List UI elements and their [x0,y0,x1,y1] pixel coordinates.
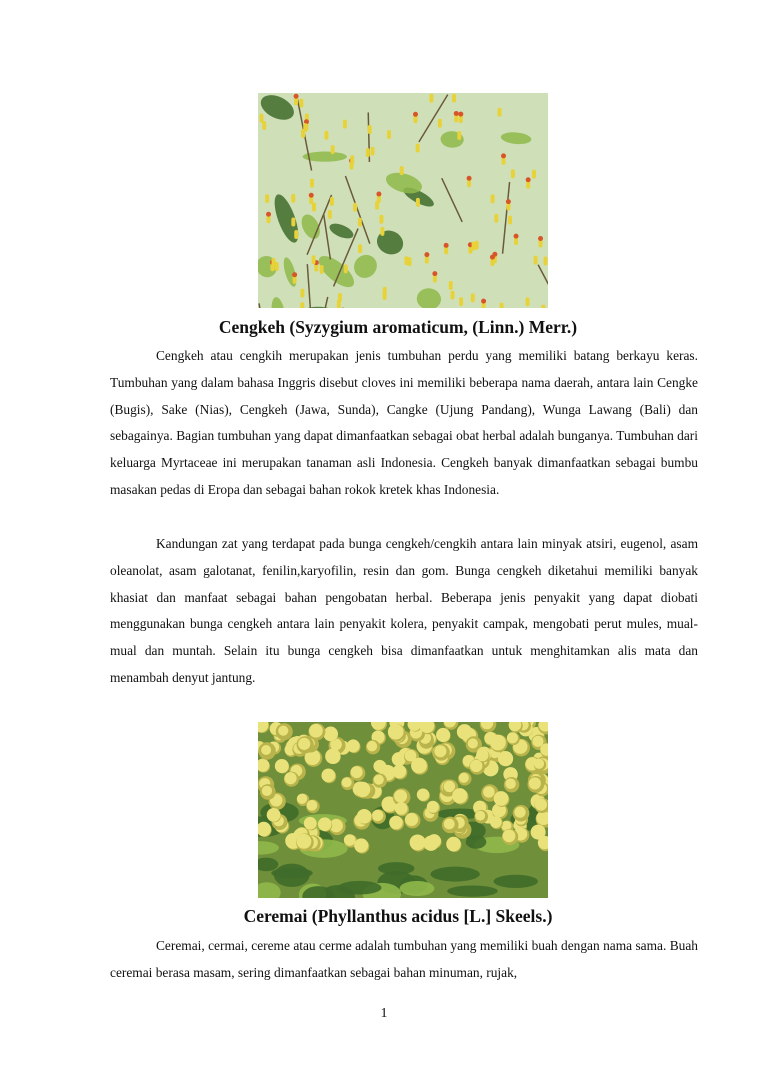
star-gooseberry-illustration [258,722,548,898]
fruit [275,759,289,773]
fruit [267,808,281,822]
fruit [395,802,408,815]
clove-bud [350,155,354,164]
clove-bud [452,94,456,103]
fruit [535,799,547,811]
fruit [392,765,406,779]
clove-bud [379,215,383,224]
clove-bud [312,255,316,264]
clove-bud [343,120,347,129]
clove-bud [291,218,295,227]
clove-bud [387,130,391,139]
clove-bud [328,210,332,219]
fruit [354,838,368,852]
fruit [475,811,485,821]
fruit [304,817,317,830]
fruit [284,772,296,784]
clove-bud [300,289,304,298]
star-gooseberry-photo [258,722,548,898]
fruit [318,817,332,831]
clove-bud-tip [376,192,381,197]
fruit [505,778,516,789]
clove-bud-tip [266,212,271,217]
fruit [476,749,488,761]
fruit [507,732,518,743]
fruit [452,788,467,803]
fruit [444,781,455,792]
clove-bud [429,94,433,103]
fruit [309,724,323,738]
clove-bud [457,131,461,140]
clove-bud [416,198,420,207]
clove-bud [491,194,495,203]
leaf [430,867,479,882]
clove-bud-tip [454,111,459,116]
fruit [427,801,439,813]
clove-bud [262,121,266,130]
clove-bud-tip [467,176,472,181]
fruit [347,739,360,752]
fruit [355,782,370,797]
fruit [468,738,478,748]
clove-bud-tip [444,243,449,248]
clove-bud [371,147,375,156]
fruit [532,736,543,747]
clove-bud [358,244,362,253]
fruit [388,724,404,740]
clove-bud [271,258,275,267]
clove-bud [358,218,362,227]
fruit [436,728,450,742]
fruit [411,758,427,774]
fruit [394,790,407,803]
clove-bud-tip [481,299,486,304]
fruit [307,800,318,811]
fruit [529,777,541,789]
fruit [405,813,418,826]
clove-bud [294,230,298,239]
section-title-ceremai: Ceremai (Phyllanthus acidus [L.] Skeels.) [243,906,553,926]
photo-background [258,93,548,308]
clove-bud [303,123,307,132]
clove-bud-tip [413,112,418,117]
fruit [490,735,506,751]
leaf [274,864,310,887]
clove-bud-tip [506,199,511,204]
clove-bud-tip [424,252,429,257]
clove-bud [543,256,547,265]
clove-bud-tip [292,272,297,277]
clove-bud [407,257,411,266]
clove-bud-tip [432,271,437,276]
fruit [389,816,403,830]
clove-bud [324,131,328,140]
clove-bud [511,169,515,178]
clove-bud [534,256,538,265]
fruit [325,749,340,764]
fruit [298,738,310,750]
clove-bud-tip [458,112,463,117]
fruit [410,834,426,850]
fruit [278,726,288,736]
fruit [323,727,338,742]
clove-bud [312,203,316,212]
fruit [262,786,272,796]
fruit [392,752,406,766]
clove-bud [344,264,348,273]
clove-plant-photo [258,93,548,308]
fruit [296,834,311,849]
paragraph-cengkeh-contents: Kandungan zat yang terdapat pada bunga cengkeh/cengkih antara lain minyak atsiri, eugenol, asam oleanolat, asam galotanat, fenilin,karyofilin, resin dan gom. Bunga cengkeh diketahui memiliki banyak khasiat dan manfaat sebagai bahan pengobatan herbal. Beberapa jenis penyakit yang dapat diobati menggunakan bunga cengkeh antara lain penyakit kolera, penyakit campak, mengobati perut mules, mual-mual dan muntah. Selain itu bunga cengkeh bisa dimanfaatkan untuk menghitamkan alis mata dan menambah denyut jantung. [110,536,698,685]
clove-bud [400,166,404,175]
clove-bud [331,145,335,154]
section-title-cengkeh: Cengkeh (Syzygium aromaticum, (Linn.) Merr.) [218,317,578,337]
clove-bud [265,194,269,203]
fruit [494,791,509,806]
fruit [457,724,472,739]
fruit [344,834,356,846]
clove-bud [526,297,530,306]
clove-bud [330,197,334,206]
clove-bud [459,297,463,306]
fruit [297,794,307,804]
clove-bud [320,265,324,274]
clove-bud [472,242,476,251]
clove-bud [532,170,536,179]
clove-bud [471,293,475,302]
clove-plant-illustration [258,93,548,308]
clove-bud [438,119,442,128]
fruit [423,836,438,851]
clove-bud-tip [309,193,314,198]
leaf [338,881,382,895]
leaf [400,881,435,896]
fruit [534,759,544,769]
clove-bud [380,227,384,236]
fruit [503,830,516,843]
fruit [434,745,446,757]
fruit [446,837,461,852]
paragraph-cengkeh-description: Cengkeh atau cengkih merupakan jenis tumbuhan perdu yang memiliki batang berkayu keras. Tumbuhan yang dalam bahasa Inggris disebut cloves ini memiliki beberapa nama daerah, antara lain Cengke (Bugis), Sake (Nias), Cengkeh (Jawa, Sunda), Cangke (Ujung Pandang), Wunga Lawang (Bali) dan sebagainya. Bagian tumbuhan yang dapat dimanfaatkan sebagai obat herbal adalah bunganya. Tumbuhan dari keluarga Myrtaceae ini merupakan tanaman asli Indonesia. Cengkeh banyak dimanfaatkan sebagai bumbu masakan pedas di Eropa dan sebagai bahan rokok kretek khas Indonesia. [110,348,698,497]
clove-bud [494,214,498,223]
clove-bud [366,148,370,157]
clove-bud [498,108,502,117]
clove-bud [416,143,420,152]
clove-bud [508,215,512,224]
clove-bud [451,291,455,300]
fruit [367,741,377,751]
paragraph-ceremai-description: Ceremai, cermai, cereme atau cerme adalah tumbuhan yang memiliki buah dengan nama sama. Buah ceremai berasa masam, sering dimanfaatkan sebagai bahan minuman, rujak, [110,938,698,980]
clove-bud [310,179,314,188]
clove-bud [500,303,504,308]
fruit [321,768,335,782]
clove-bud [337,300,341,308]
fruit [498,751,513,766]
fruit [372,810,383,821]
clove-bud [300,302,304,308]
fruit [342,777,352,787]
clove-bud-tip [501,153,506,158]
clove-bud [368,125,372,134]
fruit [514,807,525,818]
fruit [357,809,372,824]
fruit [444,819,455,830]
clove-bud [449,281,453,290]
fruit [374,775,384,785]
fruit [261,745,271,755]
page-number: 1 [380,1006,388,1021]
clove-bud-tip [294,94,299,99]
fruit [351,766,363,778]
clove-bud [259,114,263,123]
clove-bud [291,194,295,203]
leaf [447,885,498,896]
clove-bud [383,291,387,300]
leaf [493,875,538,888]
fruit [483,786,494,797]
clove-bud-tip [490,255,495,260]
fruit [417,788,429,800]
clove-bud-tip [526,177,531,182]
clove-bud [353,203,357,212]
clove-bud-tip [538,236,543,241]
clove-bud [299,99,303,108]
clove-bud-tip [514,234,519,239]
fruit [459,773,469,783]
fruit [490,816,502,828]
